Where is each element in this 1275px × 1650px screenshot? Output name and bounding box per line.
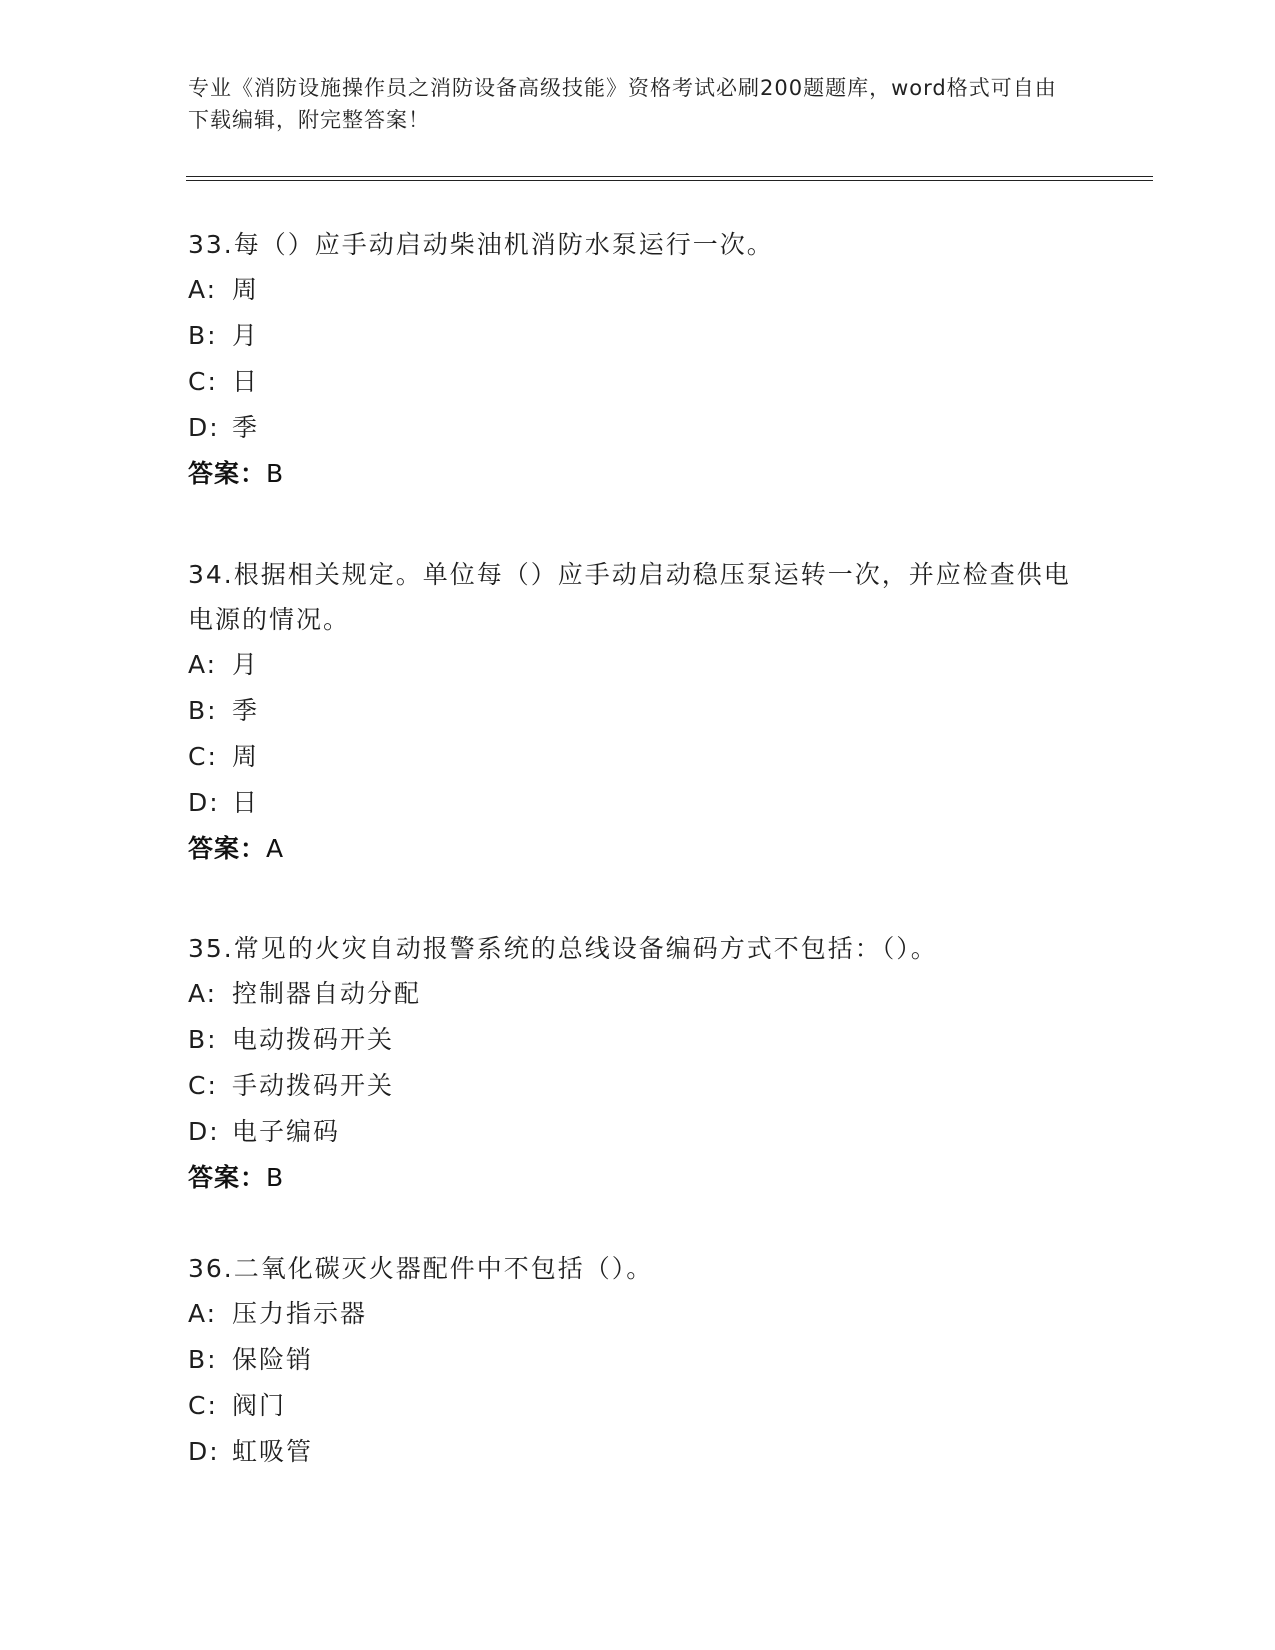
option-letter: A: bbox=[188, 1299, 218, 1328]
option-c bbox=[188, 359, 1088, 405]
option-a bbox=[188, 642, 1088, 688]
option-letter: C: bbox=[188, 367, 218, 396]
option-d bbox=[188, 405, 1088, 451]
option-b bbox=[188, 313, 1088, 359]
option-text: 日 bbox=[232, 367, 260, 396]
option-letter: B: bbox=[188, 696, 218, 725]
option-letter: D: bbox=[188, 1437, 220, 1466]
question-34 bbox=[188, 552, 1088, 871]
option-text: 周 bbox=[232, 275, 260, 304]
option-letter: B: bbox=[188, 1025, 218, 1054]
option-d bbox=[188, 1429, 1088, 1475]
option-letter: A: bbox=[188, 650, 218, 679]
option-d bbox=[188, 780, 1088, 826]
option-b bbox=[188, 1017, 1088, 1063]
option-letter: C: bbox=[188, 1391, 218, 1420]
answer-value: B bbox=[266, 1163, 285, 1192]
question-stem: 33.每（）应手动启动柴油机消防水泵运行一次。 bbox=[188, 230, 774, 259]
answer-line bbox=[188, 451, 1088, 496]
answer-label: 答案： bbox=[188, 459, 267, 488]
option-c bbox=[188, 1063, 1088, 1109]
option-letter: B: bbox=[188, 1345, 218, 1374]
option-b bbox=[188, 688, 1088, 734]
option-a bbox=[188, 267, 1088, 313]
option-text: 压力指示器 bbox=[232, 1299, 368, 1328]
header-double-rule bbox=[186, 176, 1153, 181]
option-text: 手动拨码开关 bbox=[232, 1071, 395, 1100]
option-letter: B: bbox=[188, 321, 218, 350]
question-36 bbox=[188, 1246, 1088, 1475]
question-stem: 34.根据相关规定。单位每（）应手动启动稳压泵运转一次，并应检查供电电源的情况。 bbox=[188, 560, 1071, 634]
option-letter: D: bbox=[188, 1117, 220, 1146]
option-b bbox=[188, 1337, 1088, 1383]
answer-line bbox=[188, 1155, 1088, 1200]
question-stem: 35.常见的火灾自动报警系统的总线设备编码方式不包括：（）。 bbox=[188, 934, 938, 963]
option-text: 电动拨码开关 bbox=[232, 1025, 395, 1054]
option-text: 季 bbox=[232, 413, 260, 442]
option-a bbox=[188, 1291, 1088, 1337]
option-letter: C: bbox=[188, 742, 218, 771]
option-text: 虹吸管 bbox=[232, 1437, 314, 1466]
option-text: 月 bbox=[232, 321, 260, 350]
option-letter: A: bbox=[188, 275, 218, 304]
answer-value: A bbox=[266, 834, 285, 863]
option-text: 周 bbox=[232, 742, 260, 771]
option-text: 月 bbox=[232, 650, 260, 679]
option-letter: D: bbox=[188, 413, 220, 442]
option-c bbox=[188, 734, 1088, 780]
option-a bbox=[188, 971, 1088, 1017]
option-text: 日 bbox=[232, 788, 260, 817]
option-text: 控制器自动分配 bbox=[232, 979, 422, 1008]
answer-label: 答案： bbox=[188, 834, 267, 863]
option-d bbox=[188, 1109, 1088, 1155]
option-text: 电子编码 bbox=[232, 1117, 341, 1146]
answer-value: B bbox=[266, 459, 285, 488]
answer-line bbox=[188, 826, 1088, 871]
option-c bbox=[188, 1383, 1088, 1429]
option-text: 保险销 bbox=[232, 1345, 314, 1374]
option-text: 阀门 bbox=[232, 1391, 287, 1420]
question-33 bbox=[188, 222, 1088, 496]
option-letter: A: bbox=[188, 979, 218, 1008]
option-letter: C: bbox=[188, 1071, 218, 1100]
question-stem: 36.二氧化碳灭火器配件中不包括（）。 bbox=[188, 1254, 654, 1283]
answer-label: 答案： bbox=[188, 1163, 267, 1192]
option-letter: D: bbox=[188, 788, 220, 817]
question-35 bbox=[188, 926, 1088, 1200]
document-header: 专业《消防设施操作员之消防设备高级技能》资格考试必刷200题题库，word格式可自由下载编辑，附完整答案！ bbox=[188, 76, 1057, 132]
option-text: 季 bbox=[232, 696, 260, 725]
